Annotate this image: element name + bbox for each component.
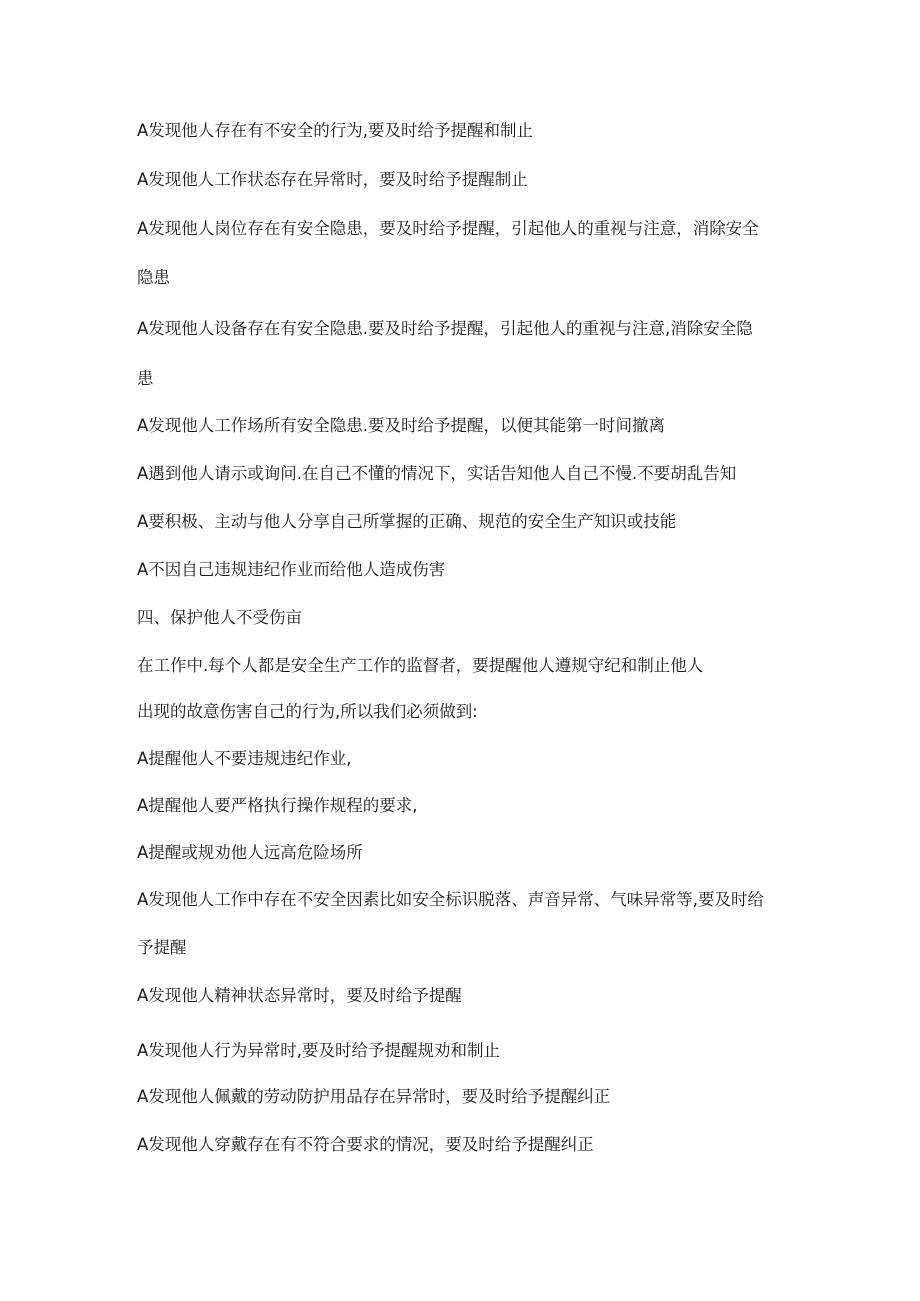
text-line: A发现他人工作状态存在异常时，要及时给予提醒制止 [137,170,528,189]
text-line: A发现他人精神状态异常时，要及时给予提醒 [137,986,462,1005]
text-line: A遇到他人请示或询问.在自己不懂的情况下，实话告知他人自己不慢.不要胡乱告知 [137,464,737,483]
text-line: A发现他人佩戴的劳动防护用品存在异常时，要及时给予提醒纠正 [137,1087,611,1106]
text-line: 在工作中.每个人都是安全生产工作的监督者，要提醒他人遵规守纪和制止他人 [137,656,704,675]
section-heading: 四、保护他人不受伤亩 [137,608,302,627]
text-line: A要积极、主动与他人分享自己所掌握的正确、规范的安全生产知识或技能 [137,512,677,531]
text-line: 隐患 [137,268,170,287]
text-line: A发现他人存在有不安全的行为,要及时给予提醒和制止 [137,121,534,140]
text-line: A提醒或规劝他人远高危险场所 [137,843,363,862]
text-line: A发现他人行为异常时,要及时给予提醒规劝和制止 [137,1041,501,1060]
text-line: A发现他人工作场所有安全隐患.要及时给予提醒，以便其能第一时间撤离 [137,416,666,435]
text-line: A提醒他人不要违规违纪作业, [137,749,352,768]
text-line: A发现他人工作中存在不安全因素比如安全标识脱落、声音异常、气味异常等,要及时给 [137,890,765,909]
text-line: A提醒他人要严格执行操作规程的要求, [137,796,418,815]
text-line: A发现他人穿戴存在有不符合要求的情况，要及时给予提醒纠正 [137,1135,594,1154]
text-line: A发现他人设备存在有安全隐患.要及时给予提醒，引起他人的重视与注意,消除安全隐 [137,319,753,338]
text-line: 予提醒 [137,938,187,957]
text-line: 患 [137,369,154,388]
text-line: A不因自己违规违纪作业而给他人造成伤害 [137,560,446,579]
text-line: 出现的故意伤害自己的行为,所以我们必须做到: [137,702,478,721]
text-line: A发现他人岗位存在有安全隐患，要及时给予提醒，引起他人的重视与注意，消除安全 [137,219,759,238]
